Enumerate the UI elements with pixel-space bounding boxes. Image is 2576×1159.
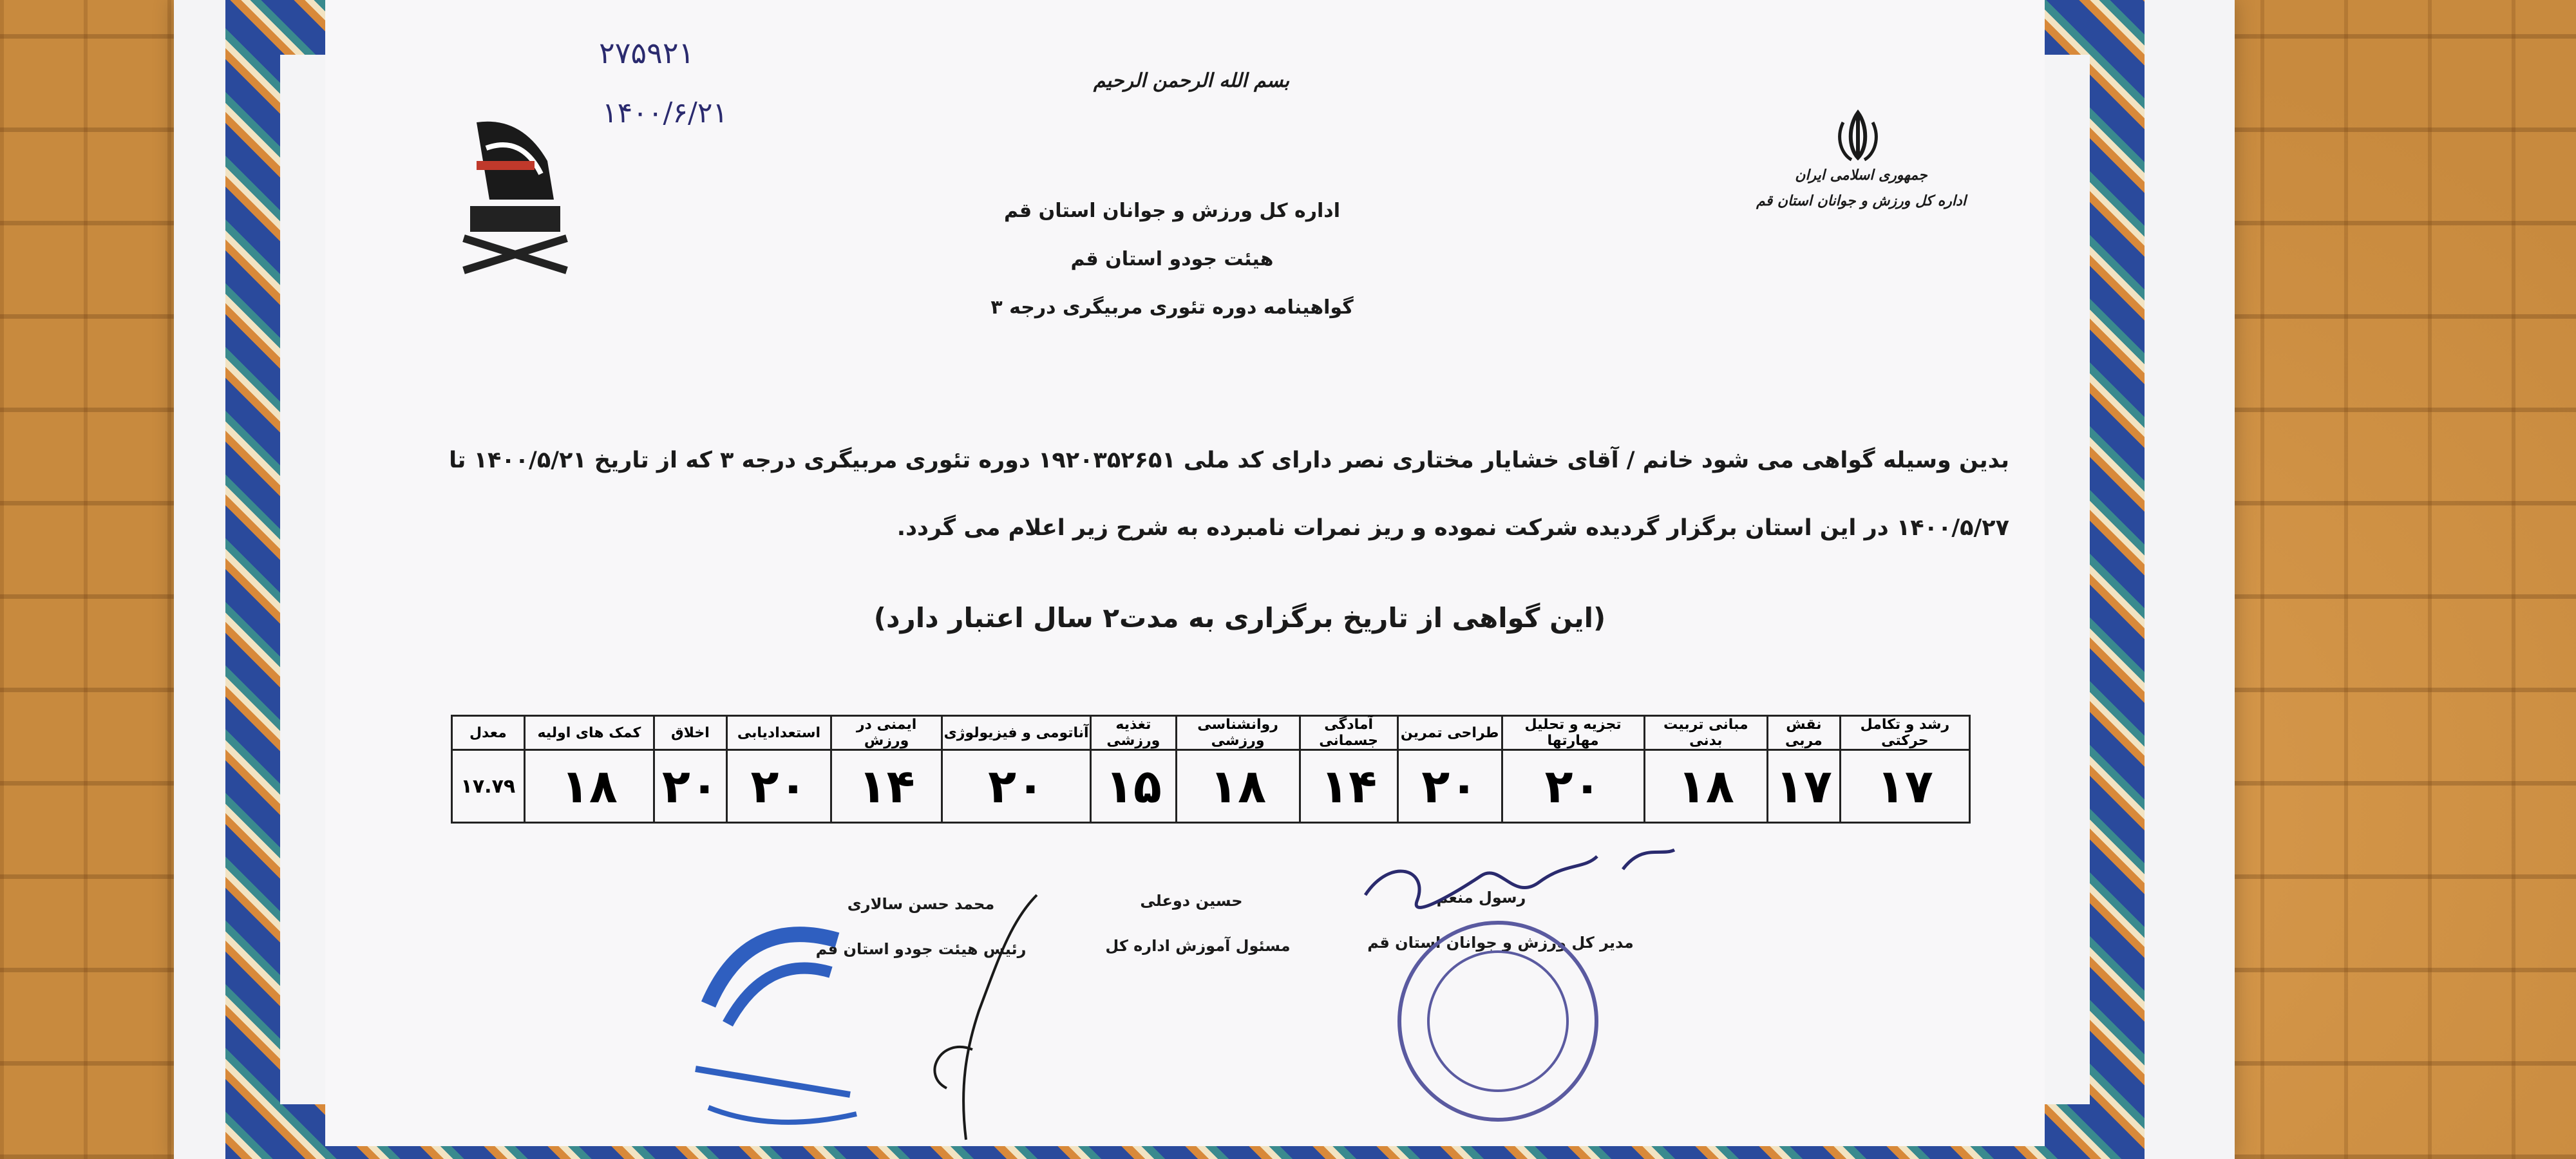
- handwritten-ref-number: ۲۷۵۹۲۱: [599, 35, 695, 70]
- grade-value: ۱۸: [524, 750, 654, 823]
- office-seal-stamp: [1397, 921, 1598, 1122]
- grade-average: ۱۷.۷۹: [452, 750, 525, 823]
- emblem-caption-country: جمهوری اسلامی ایران: [1795, 167, 1927, 184]
- grade-value: ۱۴: [1300, 750, 1397, 823]
- grade-header: تجزیه و تحلیل مهارتها: [1502, 716, 1644, 750]
- grade-value: ۱۸: [1176, 750, 1300, 823]
- grade-header: نقش مربی: [1768, 716, 1841, 750]
- body-text-line-2: ۱۴۰۰/۵/۲۷ در این استان برگزار گردیده شرکت نموده و ریز نمرات نامبرده به شرح زیر اعلام می گردد.: [896, 515, 2009, 541]
- grade-value: ۱۵: [1091, 750, 1176, 823]
- handwritten-ref-date: ۱۴۰۰/۶/۲۱: [602, 97, 728, 129]
- header-office: اداره کل ورزش و جوانان استان قم: [1004, 200, 1340, 222]
- grades-value-row: [452, 750, 1970, 823]
- grade-header: آمادگی جسمانی: [1300, 716, 1397, 750]
- validity-notice: (این گواهی از تاریخ برگزاری به مدت۲ سال اعتبار دارد): [873, 602, 1606, 634]
- grade-header: استعدادیابی: [726, 716, 831, 750]
- grade-value: ۲۰: [942, 750, 1090, 823]
- grade-header: رشد و تکامل حرکتی: [1840, 716, 1969, 750]
- grade-value: ۱۸: [1644, 750, 1767, 823]
- grade-header: آناتومی و فیزیولوژی: [942, 716, 1090, 750]
- header-federation: هیئت جودو استان قم: [1070, 248, 1274, 270]
- federation-head-signature-icon: [869, 882, 1075, 1153]
- signature-name-education: حسین دوعلی: [1140, 892, 1243, 910]
- grade-value: ۱۷: [1768, 750, 1841, 823]
- grade-header: تغذیه ورزشی: [1091, 716, 1176, 750]
- iran-emblem-icon: [1835, 109, 1880, 161]
- grade-value: ۲۰: [1397, 750, 1502, 823]
- grades-table: [451, 715, 1971, 824]
- signature-title-federation: رئیس هیئت جودو استان قم: [815, 940, 1027, 958]
- judo-federation-logo-icon: [451, 109, 580, 277]
- certificate-title: گواهینامه دوره تئوری مربیگری درجه ۳: [990, 296, 1354, 319]
- grade-value: ۲۰: [654, 750, 727, 823]
- bismillah: بسم الله الرحمن الرحیم: [1093, 70, 1290, 92]
- grade-header: کمک های اولیه: [524, 716, 654, 750]
- director-signature-icon: [1352, 831, 1687, 934]
- signature-name-federation: محمد حسن سالاری: [847, 895, 995, 913]
- grade-header: مبانی تربیت بدنی: [1644, 716, 1767, 750]
- grade-value: ۱۷: [1840, 750, 1969, 823]
- grade-header: اخلاق: [654, 716, 727, 750]
- grade-header: ایمنی در ورزش: [831, 716, 942, 750]
- body-text-line-1: بدین وسیله گواهی می شود خانم / آقای خشایار مختاری نصر دارای کد ملی ۱۹۲۰۳۵۲۶۵۱ دوره تئوری مربیگری درجه ۳ که از تاریخ ۱۴۰۰/۵/۲۱ تا: [449, 448, 2009, 473]
- signature-name-director: رسول منعم: [1436, 889, 1526, 907]
- signature-title-education: مسئول آموزش اداره کل: [1105, 937, 1291, 955]
- grades-header-row: [452, 716, 1970, 750]
- judo-federation-stamp-icon: [670, 901, 882, 1146]
- grade-value: ۱۴: [831, 750, 942, 823]
- grade-header: معدل: [452, 716, 525, 750]
- signature-title-director: مدیر کل ورزش و جوانان استان قم: [1367, 934, 1634, 952]
- grade-value: ۲۰: [1502, 750, 1644, 823]
- grade-header: روانشناسی ورزشی: [1176, 716, 1300, 750]
- grade-value: ۲۰: [726, 750, 831, 823]
- grade-header: طراحی تمرین: [1397, 716, 1502, 750]
- emblem-caption-office: اداره کل ورزش و جوانان استان قم: [1756, 193, 1966, 209]
